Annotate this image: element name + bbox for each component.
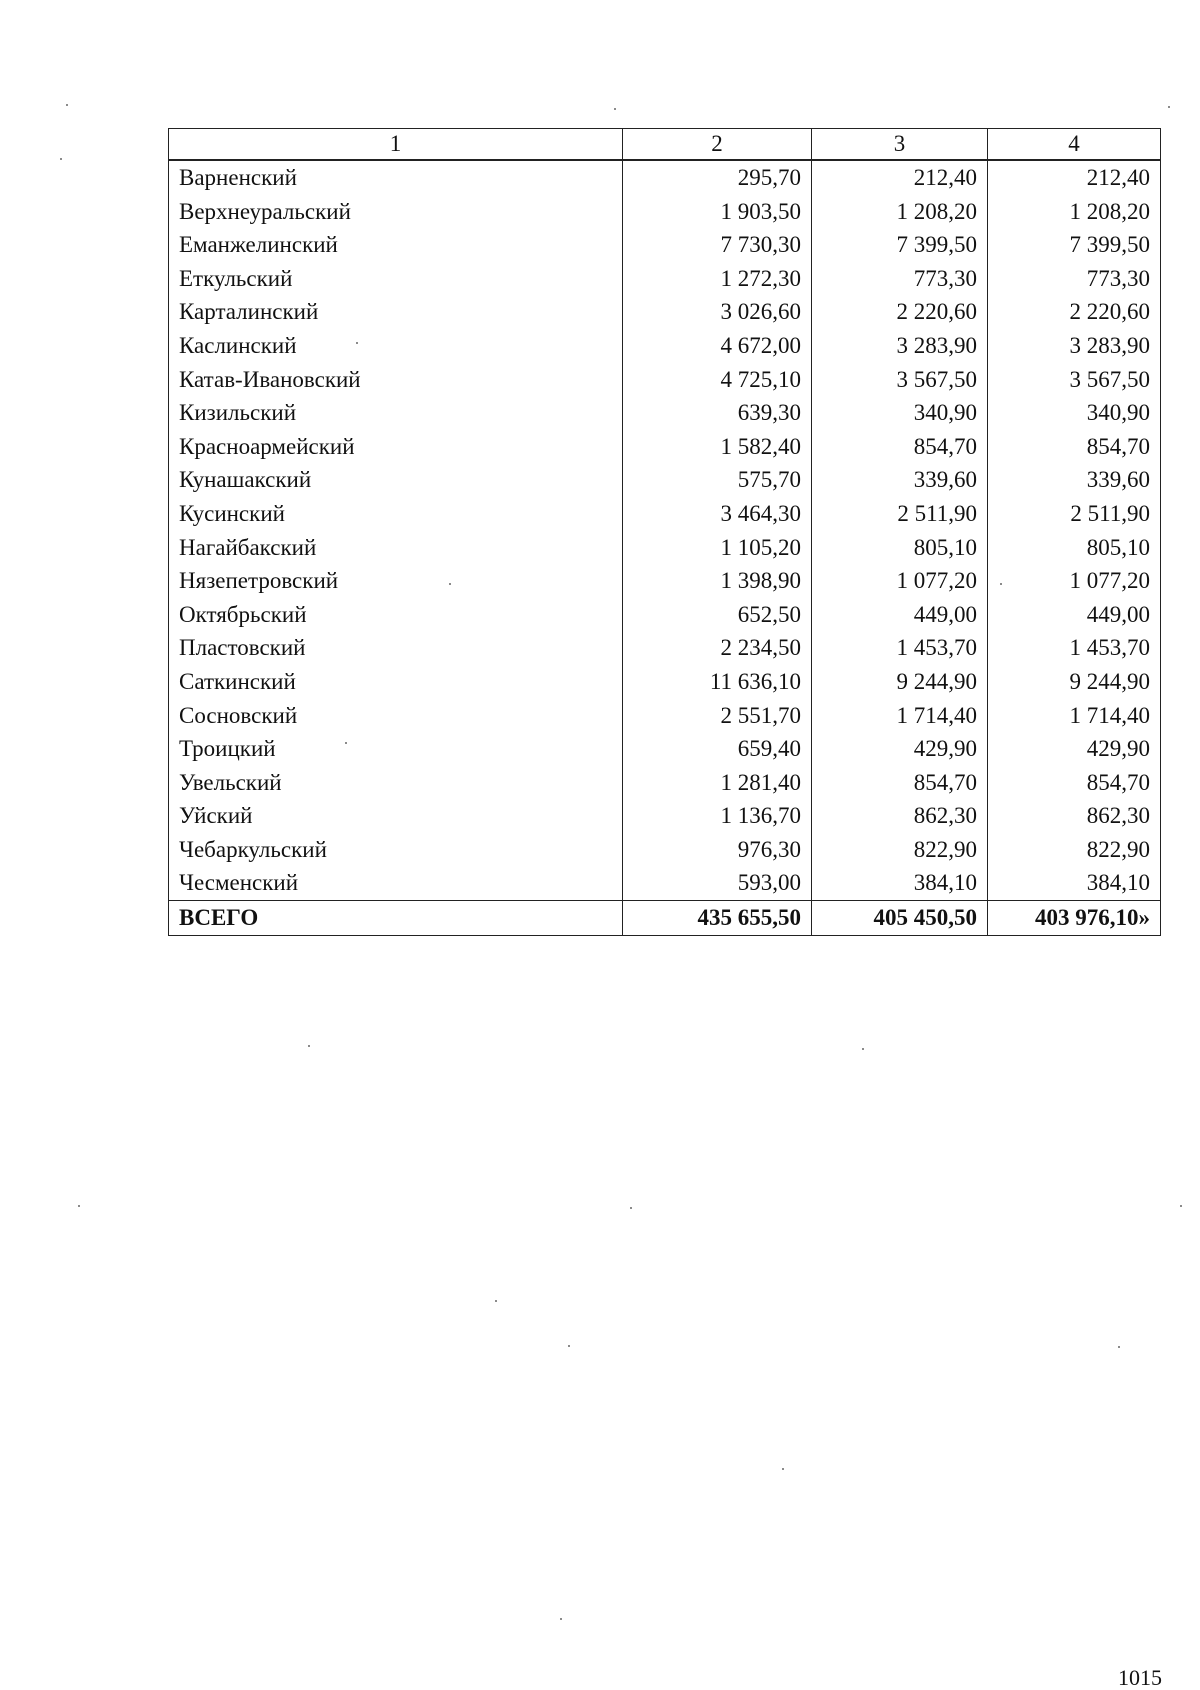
column-header-3: 3 bbox=[812, 129, 988, 161]
table-row bbox=[169, 228, 1161, 262]
table-body bbox=[169, 160, 1161, 901]
table-row bbox=[169, 699, 1161, 733]
value-col-2: 1 903,50 bbox=[623, 195, 812, 229]
total-col-3: 405 450,50 bbox=[812, 901, 988, 936]
scan-speck bbox=[78, 1205, 80, 1207]
table-row bbox=[169, 732, 1161, 766]
value-col-2: 593,00 bbox=[623, 866, 812, 900]
value-col-4: 7 399,50 bbox=[988, 228, 1161, 262]
value-col-2: 1 136,70 bbox=[623, 799, 812, 833]
value-col-2: 295,70 bbox=[623, 160, 812, 195]
value-col-2: 2 551,70 bbox=[623, 699, 812, 733]
table-row bbox=[169, 665, 1161, 699]
table-row bbox=[169, 766, 1161, 800]
value-col-4: 862,30 bbox=[988, 799, 1161, 833]
total-col-2: 435 655,50 bbox=[623, 901, 812, 936]
value-col-3: 340,90 bbox=[812, 396, 988, 430]
value-col-2: 11 636,10 bbox=[623, 665, 812, 699]
value-col-2: 4 725,10 bbox=[623, 363, 812, 397]
district-name: Варненский bbox=[169, 160, 623, 195]
value-col-3: 449,00 bbox=[812, 598, 988, 632]
scan-speck bbox=[782, 1468, 784, 1470]
table-row bbox=[169, 195, 1161, 229]
value-col-3: 1 453,70 bbox=[812, 631, 988, 665]
table-row bbox=[169, 160, 1161, 195]
value-col-3: 1 208,20 bbox=[812, 195, 988, 229]
value-col-4: 3 567,50 bbox=[988, 363, 1161, 397]
value-col-4: 822,90 bbox=[988, 833, 1161, 867]
value-col-2: 7 730,30 bbox=[623, 228, 812, 262]
table-row bbox=[169, 463, 1161, 497]
value-col-4: 1 453,70 bbox=[988, 631, 1161, 665]
column-header-2: 2 bbox=[623, 129, 812, 161]
value-col-4: 3 283,90 bbox=[988, 329, 1161, 363]
total-col-4: 403 976,10» bbox=[988, 901, 1161, 936]
total-row bbox=[169, 901, 1161, 936]
scan-speck bbox=[1180, 1205, 1182, 1207]
value-col-3: 212,40 bbox=[812, 160, 988, 195]
table-footer bbox=[169, 901, 1161, 936]
scan-speck bbox=[1168, 106, 1170, 108]
value-col-2: 1 105,20 bbox=[623, 531, 812, 565]
value-col-4: 339,60 bbox=[988, 463, 1161, 497]
scan-speck bbox=[630, 1207, 632, 1209]
value-col-2: 1 398,90 bbox=[623, 564, 812, 598]
value-col-4: 2 220,60 bbox=[988, 295, 1161, 329]
column-header-1: 1 bbox=[169, 129, 623, 161]
district-name: Уйский bbox=[169, 799, 623, 833]
value-col-2: 575,70 bbox=[623, 463, 812, 497]
district-name: Саткинский bbox=[169, 665, 623, 699]
district-name: Красноармейский bbox=[169, 430, 623, 464]
value-col-2: 3 026,60 bbox=[623, 295, 812, 329]
total-label: ВСЕГО bbox=[169, 901, 623, 936]
scan-speck bbox=[614, 108, 616, 110]
district-name: Нагайбакский bbox=[169, 531, 623, 565]
district-name: Катав-Ивановский bbox=[169, 363, 623, 397]
value-col-3: 384,10 bbox=[812, 866, 988, 900]
table-row bbox=[169, 363, 1161, 397]
scan-speck bbox=[1118, 1346, 1120, 1348]
scan-speck bbox=[66, 104, 68, 106]
value-col-4: 2 511,90 bbox=[988, 497, 1161, 531]
district-name: Кусинский bbox=[169, 497, 623, 531]
value-col-4: 212,40 bbox=[988, 160, 1161, 195]
table-row bbox=[169, 396, 1161, 430]
value-col-3: 1 077,20 bbox=[812, 564, 988, 598]
value-col-3: 854,70 bbox=[812, 766, 988, 800]
district-name: Еманжелинский bbox=[169, 228, 623, 262]
value-col-3: 2 511,90 bbox=[812, 497, 988, 531]
table-row bbox=[169, 329, 1161, 363]
value-col-4: 1 714,40 bbox=[988, 699, 1161, 733]
table-header bbox=[169, 129, 1161, 161]
value-col-3: 2 220,60 bbox=[812, 295, 988, 329]
scan-speck bbox=[560, 1618, 562, 1620]
district-name: Увельский bbox=[169, 766, 623, 800]
scan-speck bbox=[862, 1048, 864, 1050]
scan-speck bbox=[568, 1345, 570, 1347]
value-col-3: 429,90 bbox=[812, 732, 988, 766]
table-row bbox=[169, 564, 1161, 598]
value-col-2: 659,40 bbox=[623, 732, 812, 766]
value-col-3: 862,30 bbox=[812, 799, 988, 833]
table-row bbox=[169, 799, 1161, 833]
scan-speck bbox=[60, 158, 62, 160]
value-col-3: 773,30 bbox=[812, 262, 988, 296]
value-col-4: 9 244,90 bbox=[988, 665, 1161, 699]
column-header-4: 4 bbox=[988, 129, 1161, 161]
value-col-2: 2 234,50 bbox=[623, 631, 812, 665]
district-name: Сосновский bbox=[169, 699, 623, 733]
value-col-3: 1 714,40 bbox=[812, 699, 988, 733]
table-row bbox=[169, 631, 1161, 665]
value-col-4: 1 208,20 bbox=[988, 195, 1161, 229]
district-name: Нязепетровский bbox=[169, 564, 623, 598]
value-col-3: 805,10 bbox=[812, 531, 988, 565]
header-row bbox=[169, 129, 1161, 161]
table-row bbox=[169, 833, 1161, 867]
value-col-4: 854,70 bbox=[988, 430, 1161, 464]
district-name: Чесменский bbox=[169, 866, 623, 900]
table-row bbox=[169, 531, 1161, 565]
value-col-4: 854,70 bbox=[988, 766, 1161, 800]
district-name: Кизильский bbox=[169, 396, 623, 430]
district-name: Верхнеуральский bbox=[169, 195, 623, 229]
value-col-4: 1 077,20 bbox=[988, 564, 1161, 598]
value-col-2: 1 272,30 bbox=[623, 262, 812, 296]
district-name: Октябрьский bbox=[169, 598, 623, 632]
value-col-3: 339,60 bbox=[812, 463, 988, 497]
value-col-3: 3 283,90 bbox=[812, 329, 988, 363]
table-row bbox=[169, 598, 1161, 632]
value-col-3: 7 399,50 bbox=[812, 228, 988, 262]
district-name: Пластовский bbox=[169, 631, 623, 665]
value-col-2: 652,50 bbox=[623, 598, 812, 632]
value-col-3: 3 567,50 bbox=[812, 363, 988, 397]
table-row bbox=[169, 262, 1161, 296]
district-name: Каслинский bbox=[169, 329, 623, 363]
table-row bbox=[169, 295, 1161, 329]
scan-speck bbox=[308, 1045, 310, 1047]
value-col-4: 805,10 bbox=[988, 531, 1161, 565]
value-col-3: 9 244,90 bbox=[812, 665, 988, 699]
table-row bbox=[169, 866, 1161, 900]
scan-speck bbox=[345, 742, 347, 744]
value-col-4: 429,90 bbox=[988, 732, 1161, 766]
district-name: Карталинский bbox=[169, 295, 623, 329]
district-name: Троицкий bbox=[169, 732, 623, 766]
budget-table bbox=[168, 128, 1161, 936]
table-row bbox=[169, 430, 1161, 464]
value-col-4: 773,30 bbox=[988, 262, 1161, 296]
value-col-3: 822,90 bbox=[812, 833, 988, 867]
value-col-2: 1 582,40 bbox=[623, 430, 812, 464]
value-col-2: 976,30 bbox=[623, 833, 812, 867]
value-col-2: 3 464,30 bbox=[623, 497, 812, 531]
scan-speck bbox=[356, 342, 358, 344]
value-col-3: 854,70 bbox=[812, 430, 988, 464]
scan-speck bbox=[495, 1300, 497, 1302]
scan-speck bbox=[449, 583, 451, 585]
value-col-2: 639,30 bbox=[623, 396, 812, 430]
value-col-4: 449,00 bbox=[988, 598, 1161, 632]
value-col-4: 340,90 bbox=[988, 396, 1161, 430]
value-col-2: 1 281,40 bbox=[623, 766, 812, 800]
scan-speck bbox=[1000, 583, 1002, 585]
value-col-2: 4 672,00 bbox=[623, 329, 812, 363]
value-col-4: 384,10 bbox=[988, 866, 1161, 900]
page-number: 1015 bbox=[1118, 1665, 1162, 1690]
district-name: Чебаркульский bbox=[169, 833, 623, 867]
district-name: Кунашакский bbox=[169, 463, 623, 497]
district-name: Еткульский bbox=[169, 262, 623, 296]
table-row bbox=[169, 497, 1161, 531]
